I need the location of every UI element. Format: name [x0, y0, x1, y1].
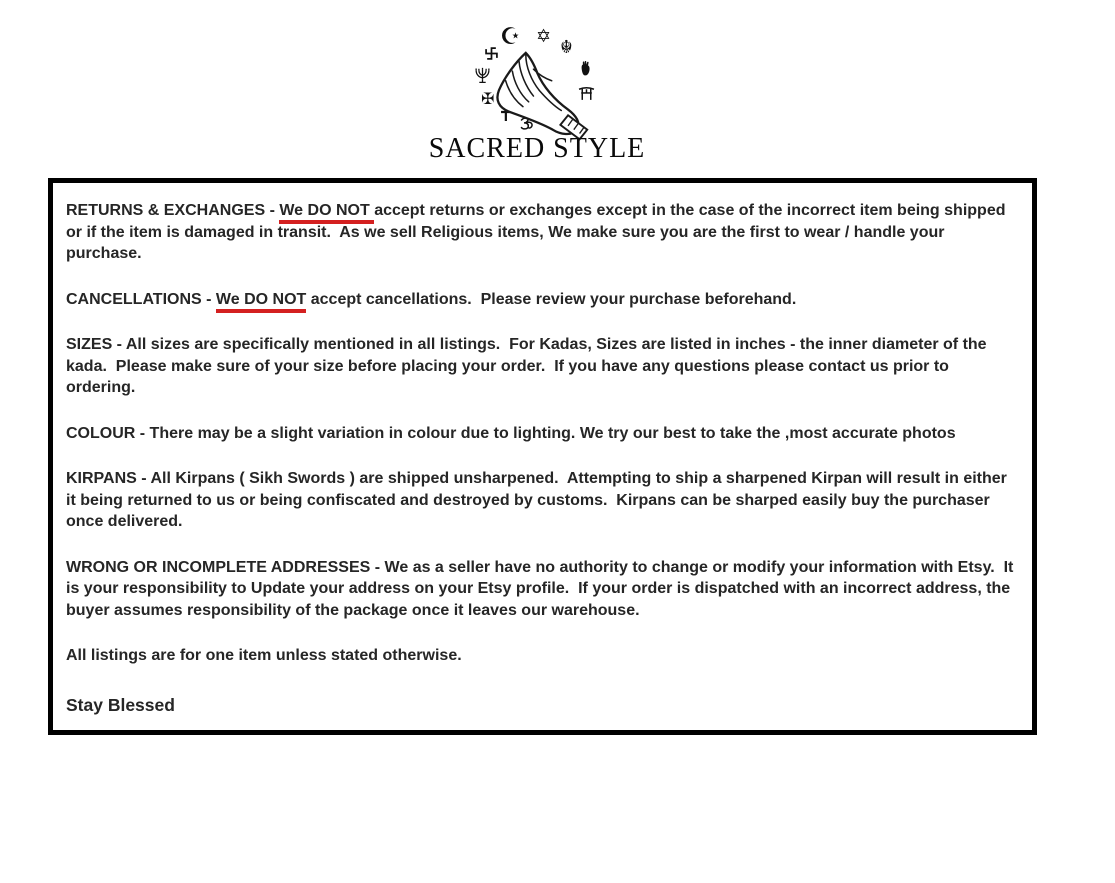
latin-cross-icon: ✝ [498, 104, 514, 126]
policy-paragraph: SIZES - All sizes are specifically mentioned in all listings. For Kadas, Sizes are listed in inches - the inner diameter of the kada. Please make sure of your size before placing your order. If you have any questions please contact us prior to ordering. [66, 336, 992, 396]
policy-box [48, 178, 1037, 735]
policy-paragraph: CANCELLATIONS - We DO NOT accept cancellations. Please review your purchase beforehand. [66, 289, 1019, 311]
policy-paragraph: All listings are for one item unless stated otherwise. [66, 647, 462, 664]
brand-name: SACRED STYLE [428, 133, 646, 164]
policy-paragraph: KIRPANS - All Kirpans ( Sikh Swords ) are shipped unsharpened. Attempting to ship a sharpened Kirpan will result in either it being returned to us or being confiscated and destroyed by customs. Kirpans can be sharped easily buy the purchaser once delivered. [66, 470, 1012, 530]
signoff: Stay Blessed [66, 694, 175, 715]
policy-heading: RETURNS & EXCHANGES [66, 202, 266, 219]
policy-heading: SIZES [66, 336, 113, 353]
policy-paragraph: RETURNS & EXCHANGES - We DO NOT accept returns or exchanges except in the case of the incorrect item being shipped or if the item is damaged in transit. As we sell Religious items, We make sure you are the first to wear / handle your purchase. [66, 202, 1010, 262]
policy-paragraph: WRONG OR INCOMPLETE ADDRESSES - We as a seller have no authority to change or modify your information with Etsy. It is your responsibility to Update your address on your Etsy profile. If your order is dispatched with an incorrect address, the buyer assumes responsibility of the package once it leaves our warehouse. [66, 558, 1018, 619]
policy-paragraph: COLOUR - There may be a slight variation in colour due to lighting. We try our best to take the ,most accurate photos [66, 424, 956, 442]
policy-heading: WRONG OR INCOMPLETE ADDRESSES [66, 558, 371, 576]
crescent-star-icon: ☪ [500, 24, 521, 50]
policy-paragraphs [66, 200, 1019, 667]
brand-logo [440, 14, 640, 144]
khanda-icon: ☬ [560, 37, 573, 58]
policy-heading: CANCELLATIONS [66, 290, 202, 308]
star-of-david-icon: ✡ [536, 26, 552, 47]
red-underlined-text: We DO NOT [216, 291, 306, 313]
policy-heading: KIRPANS [66, 470, 137, 487]
cross-pattee-icon: ✠ [481, 89, 495, 108]
policy-heading: COLOUR [66, 424, 136, 442]
red-underlined-text: We DO NOT [279, 202, 374, 224]
